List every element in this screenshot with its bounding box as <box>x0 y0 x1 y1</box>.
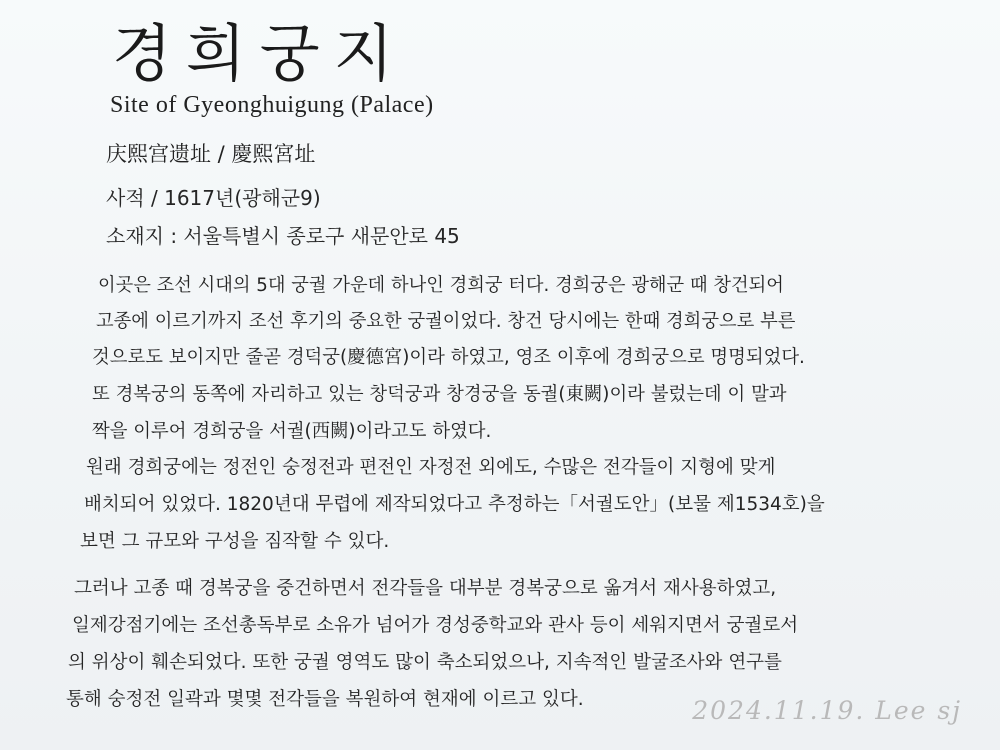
body-line: 것으로도 보이지만 줄곧 경덕궁(慶德宮)이라 하였고, 영조 이후에 경희궁으로 명명되었다. <box>92 347 805 368</box>
body-line: 고종에 이르기까지 조선 후기의 중요한 궁궐이었다. 창건 당시에는 한때 경희궁으로 부른 <box>96 311 796 332</box>
body-line: 또 경복궁의 동쪽에 자리하고 있는 창덕궁과 창경궁을 동궐(東闕)이라 불렀는데 이 말과 <box>92 384 787 405</box>
photo-watermark: 2024.11.19. Lee sj <box>692 696 962 725</box>
designation-label: 사적 / <box>106 186 158 210</box>
body-line: 그러나 고종 때 경복궁을 중건하면서 전각들을 대부분 경복궁으로 옮겨서 재사용하였고, <box>74 578 777 599</box>
designation-row <box>106 182 321 211</box>
body-line: 일제강점기에는 조선총독부로 소유가 넘어가 경성중학교와 관사 등이 세워지면서 궁궐로서 <box>72 615 799 636</box>
body-line: 배치되어 있었다. 1820년대 무렵에 제작되었다고 추정하는「서궐도안」(보물 제1534호)을 <box>84 494 825 515</box>
location-value: 서울특별시 종로구 새문안로 45 <box>183 224 460 248</box>
body-line: 보면 그 규모와 구성을 짐작할 수 있다. <box>80 531 390 552</box>
sign-title-chinese: 庆熙宫遗址 / 慶熙宮址 <box>106 142 316 166</box>
location-label: 소재지 : <box>106 224 178 248</box>
body-line: 의 위상이 훼손되었다. 또한 궁궐 영역도 많이 축소되었으나, 지속적인 발굴조사와 연구를 <box>68 652 782 673</box>
body-line: 짝을 이루어 경희궁을 서궐(西闕)이라고도 하였다. <box>92 421 492 442</box>
body-line: 통해 숭정전 일곽과 몇몇 전각들을 복원하여 현재에 이르고 있다. <box>66 689 584 710</box>
body-line: 이곳은 조선 시대의 5대 궁궐 가운데 하나인 경희궁 터다. 경희궁은 광해군 때 창건되어 <box>98 275 784 296</box>
location-row <box>106 220 460 249</box>
sign-title-korean: 경희궁지 <box>112 17 408 90</box>
sign-title-english: Site of Gyeonghuigung (Palace) <box>110 92 434 118</box>
designation-value: 1617년(광해군9) <box>164 186 321 210</box>
body-line: 원래 경희궁에는 정전인 숭정전과 편전인 자정전 외에도, 수많은 전각들이 지형에 맞게 <box>86 457 776 478</box>
